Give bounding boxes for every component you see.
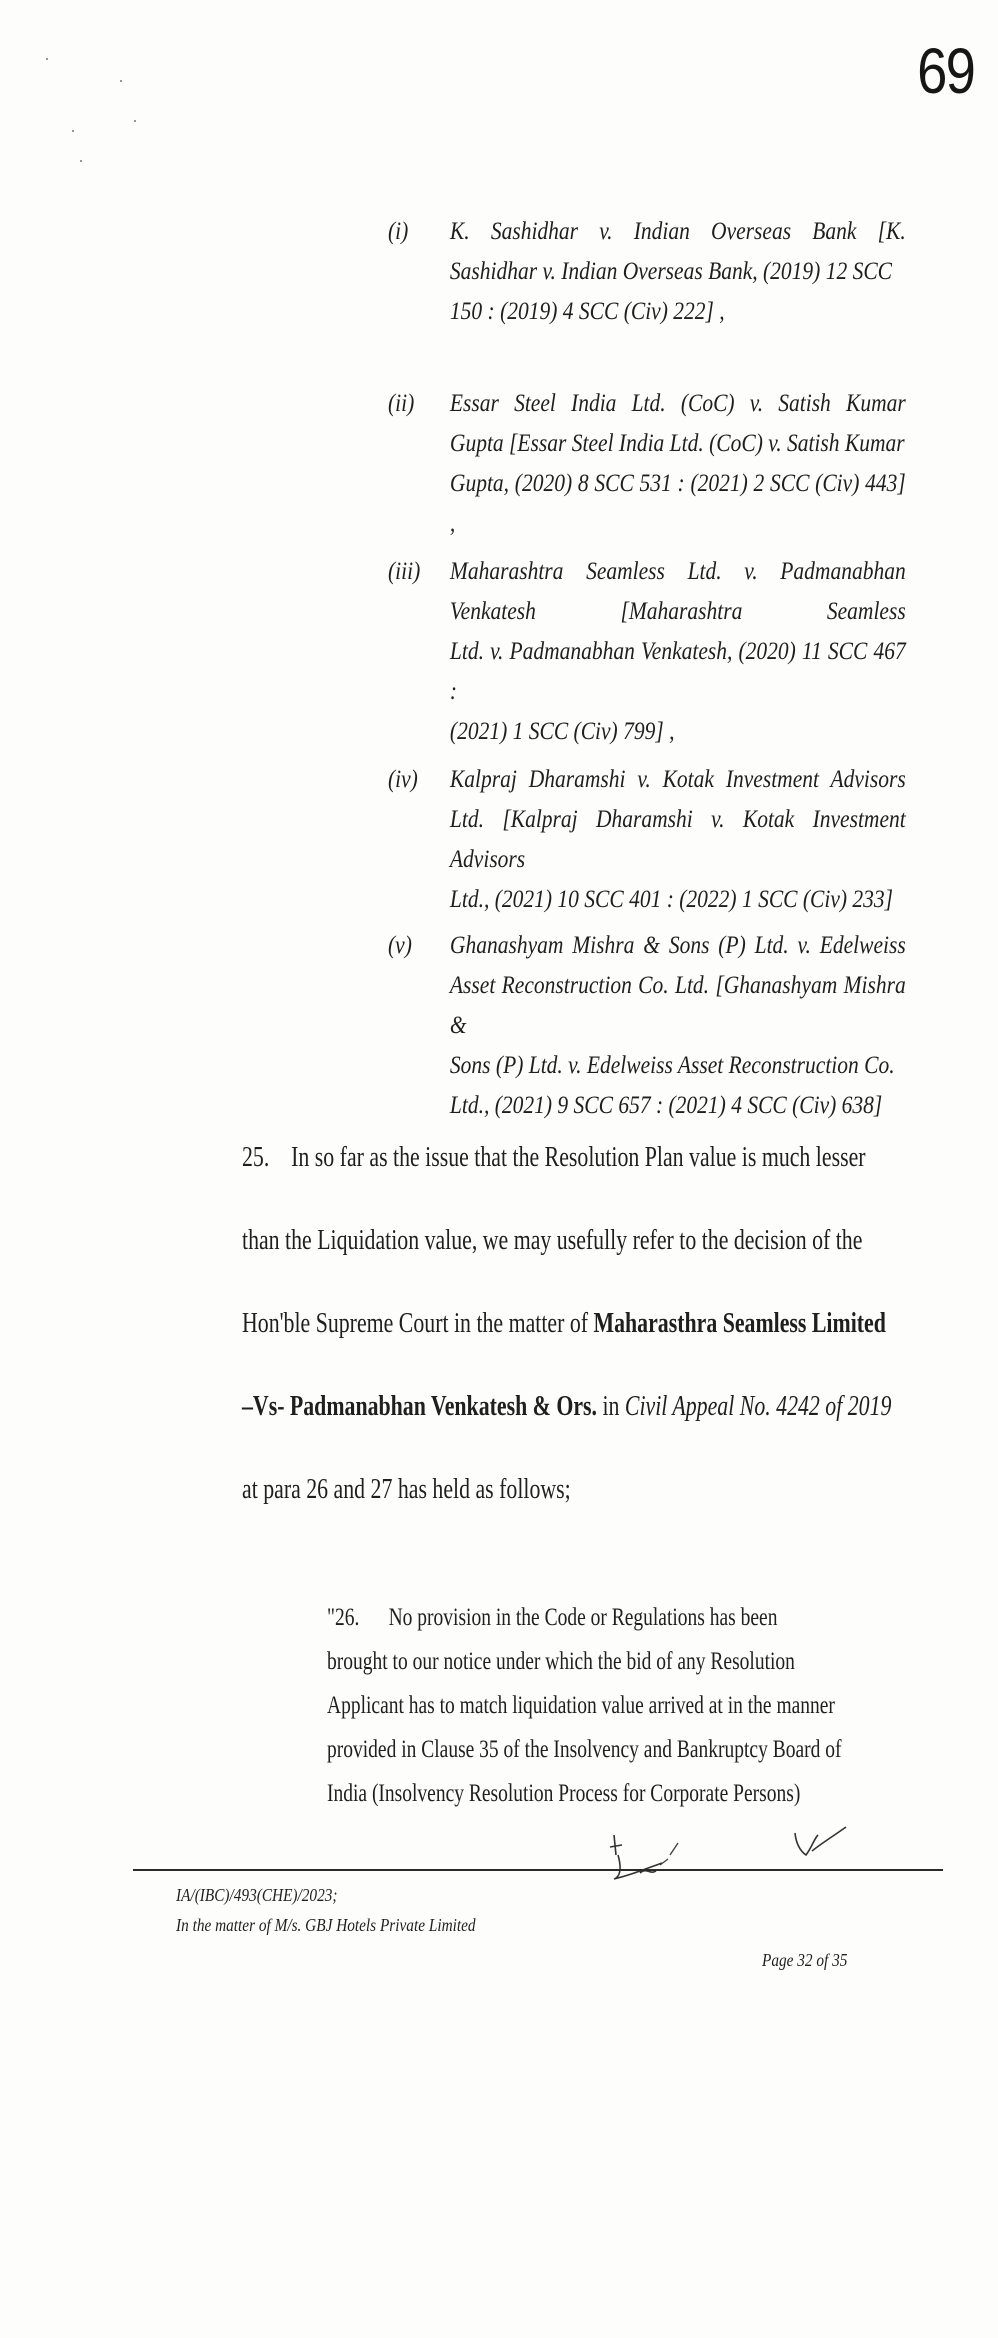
paragraph-text: in [596, 1391, 625, 1422]
case-citation-line: Ltd. v. Padmanabhan Venkatesh, (2020) 11 SCC 467 : [449, 638, 906, 705]
case-citation-line: Kalpraj Dharamshi v. Kotak Investment Advisors [449, 766, 906, 793]
case-citation-line: Ltd. [Kalpraj Dharamshi v. Kotak Investment Advisors [449, 806, 906, 873]
case-citation-number: (ii) [388, 390, 415, 417]
block-quote [327, 1600, 843, 1820]
quote-line: brought to our notice under which the bid of any Resolution [327, 1648, 795, 1675]
case-citation-line: Ghanashyam Mishra & Sons (P) Ltd. v. Edelweiss [449, 932, 906, 959]
case-citation-line: 150 : (2019) 4 SCC (Civ) 222] , [449, 298, 725, 325]
case-citation-line: K. Sashidhar v. Indian Overseas Bank [K. [449, 218, 906, 245]
handwritten-signatures [600, 1815, 860, 1900]
case-citation [388, 926, 990, 1126]
paragraph-line [242, 1387, 892, 1470]
footer-case-number: IA/(IBC)/493(CHE)/2023; [176, 1885, 338, 1905]
quote-line: India (Insolvency Resolution Process for Corporate Persons) [327, 1780, 801, 1807]
page-stamp-number: 69 [916, 35, 974, 107]
quote-line: "26. No provision in the Code or Regulations has been [327, 1604, 778, 1631]
case-citation [388, 552, 990, 752]
case-citation-line: Gupta [Essar Steel India Ltd. (CoC) v. Satish Kumar [449, 430, 905, 457]
case-citation-number: (i) [388, 218, 409, 245]
case-citation-line: Gupta, (2020) 8 SCC 531 : (2021) 2 SCC (Civ) 443] , [449, 470, 906, 537]
quote-line: provided in Clause 35 of the Insolvency and Bankruptcy Board of [327, 1736, 842, 1763]
paragraph-25 [242, 1138, 892, 1553]
case-citation [388, 384, 990, 544]
case-citation-line: Ltd., (2021) 10 SCC 401 : (2022) 1 SCC (Civ) 233] [449, 886, 894, 913]
footer-case-info [176, 1880, 476, 1940]
case-citation-line: Essar Steel India Ltd. (CoC) v. Satish Kumar [449, 390, 906, 417]
case-citation-line: Asset Reconstruction Co. Ltd. [Ghanashyam Mishra & [449, 972, 906, 1039]
case-citation-line: Maharashtra Seamless Ltd. v. Padmanabhan [449, 558, 906, 585]
paragraph-line: than the Liquidation value, we may usefully refer to the decision of the [242, 1225, 863, 1256]
case-citation [388, 212, 990, 332]
appeal-number: Civil Appeal No. 4242 of 2019 [624, 1391, 892, 1422]
case-citation-line: Venkatesh [Maharashtra Seamless [449, 598, 906, 625]
paragraph-line [242, 1304, 886, 1387]
case-name-bold: Maharasthra Seamless Limited [593, 1308, 886, 1339]
case-citation-number: (v) [388, 932, 412, 959]
case-citation-number: (iv) [388, 766, 418, 793]
paragraph-text: Hon'ble Supreme Court in the matter of [242, 1308, 594, 1339]
paragraph-line [242, 1138, 866, 1221]
paragraph-text: In so far as the issue that the Resolution Plan value is much lesser [291, 1142, 866, 1173]
case-citation-line: Sons (P) Ltd. v. Edelweiss Asset Reconstruction Co. [449, 1052, 895, 1079]
footer-page-count: Page 32 of 35 [762, 1950, 848, 1970]
footer-rule [133, 1869, 943, 1871]
case-citation-line: Sashidhar v. Indian Overseas Bank, (2019) 12 SCC [449, 258, 893, 285]
paragraph-number: 25. [242, 1142, 270, 1173]
case-citation-number: (iii) [388, 558, 421, 585]
case-name-bold: –Vs- Padmanabhan Venkatesh & Ors. [242, 1391, 597, 1422]
case-citation-line: Ltd., (2021) 9 SCC 657 : (2021) 4 SCC (Civ) 638] [449, 1092, 883, 1119]
case-citation [388, 760, 990, 920]
footer-matter: In the matter of M/s. GBJ Hotels Private Limited [176, 1915, 476, 1935]
quote-line: Applicant has to match liquidation value arrived at in the manner [327, 1692, 835, 1719]
paragraph-line: at para 26 and 27 has held as follows; [242, 1474, 571, 1505]
case-citation-line: (2021) 1 SCC (Civ) 799] , [449, 718, 675, 745]
